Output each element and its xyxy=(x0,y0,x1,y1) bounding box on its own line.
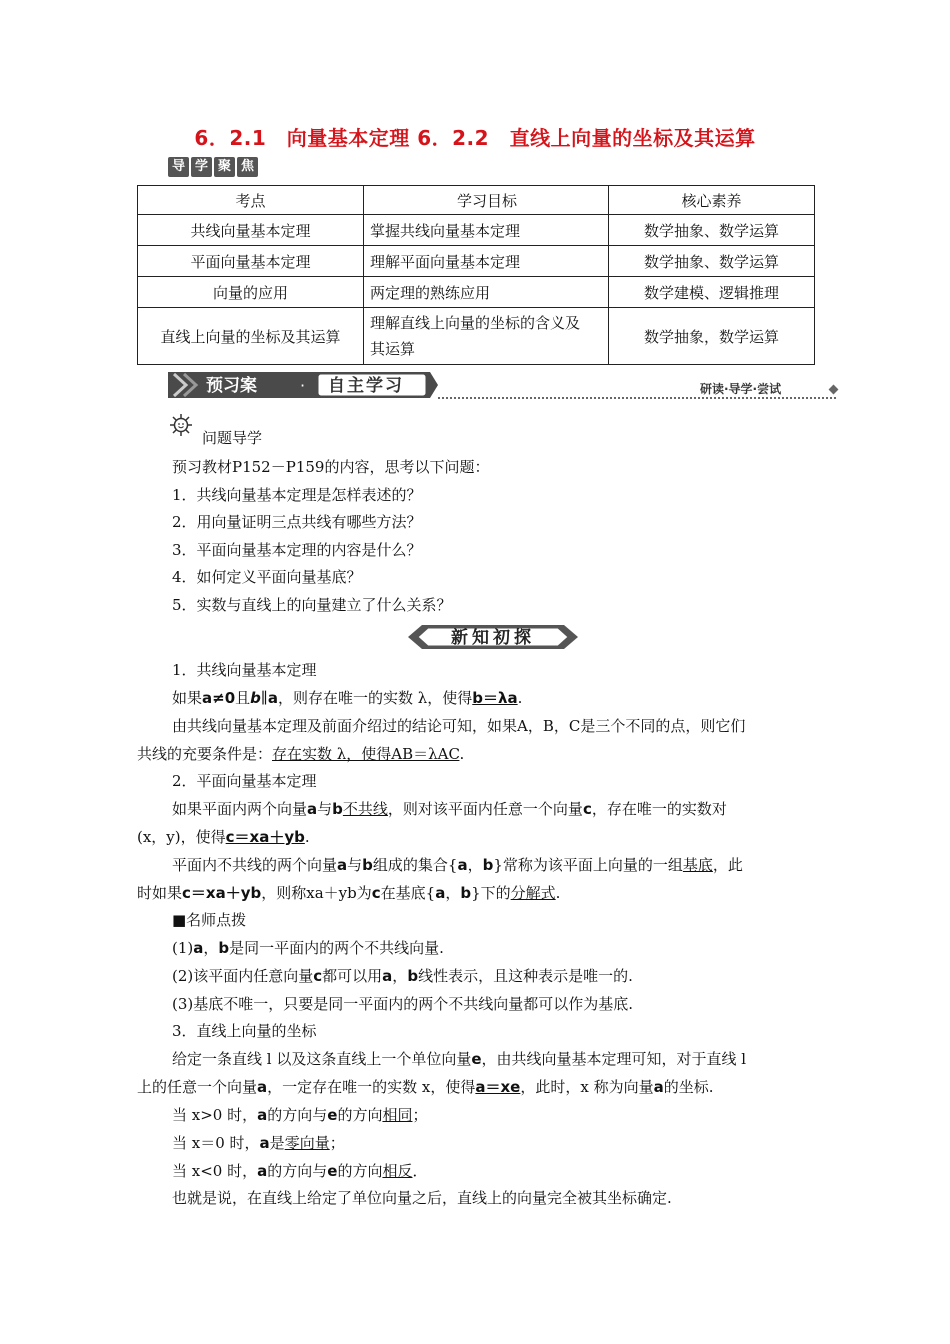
answer: 基底 xyxy=(682,856,713,874)
text: . xyxy=(304,828,310,846)
section-badge xyxy=(168,157,258,177)
text: 如果平面内两个向量 xyxy=(172,800,308,818)
vec-a: a xyxy=(653,1078,664,1096)
banner-right-text: 自主学习 xyxy=(328,376,404,396)
table-row xyxy=(138,246,815,277)
table-row xyxy=(138,277,815,308)
col-header: 学习目标 xyxy=(364,186,609,215)
tip-item xyxy=(172,937,444,958)
col-header: 核心素养 xyxy=(609,186,815,215)
s3-conclusion: 也就是说，在直线上给定了单位向量之后，直线上的向量完全被其坐标确定. xyxy=(172,1189,672,1207)
text: ； xyxy=(412,1106,428,1124)
diamond-icon xyxy=(829,385,839,395)
text: ，存在唯一的实数对 xyxy=(591,800,727,818)
vec-a: a xyxy=(457,856,468,874)
banner-sep: · xyxy=(300,376,306,395)
text: ； xyxy=(329,1134,345,1152)
table-cell: 共线向量基本定理 xyxy=(138,215,364,246)
new-knowledge-banner xyxy=(408,622,578,652)
badge-char: 学 xyxy=(191,157,212,177)
s1-theorem xyxy=(172,687,522,708)
question-item: 3．平面向量基本定理的内容是什么？ xyxy=(172,541,422,559)
text: }常称为该平面上向量的一组 xyxy=(493,856,683,874)
text: 上的任意一个向量 xyxy=(137,1078,258,1096)
text: 且 xyxy=(235,689,251,707)
vec-a: a xyxy=(257,1078,268,1096)
vec-c: c xyxy=(313,967,323,985)
vec-a: a xyxy=(257,1162,268,1180)
preview-banner xyxy=(168,370,438,400)
badge-char: 焦 xyxy=(237,157,258,177)
text: 线性表示，且这种表示是唯一的. xyxy=(418,967,633,985)
answer: 存在实数 λ，使得AB＝λAC xyxy=(272,745,460,763)
text: 当 x<0 时， xyxy=(172,1162,258,1180)
formula: xa＋yb xyxy=(306,884,357,902)
table-cell: 数学抽象，数学运算 xyxy=(609,308,815,365)
banner-left-text: 预习案 xyxy=(206,376,257,396)
text: 当 x>0 时， xyxy=(172,1106,258,1124)
text: 的坐标. xyxy=(663,1078,714,1096)
table-header-row xyxy=(138,186,815,215)
text: 在基底{ xyxy=(380,884,436,902)
text: ， xyxy=(445,884,461,902)
text: 共线的充要条件是： xyxy=(137,745,273,763)
text: 的方向与 xyxy=(267,1162,328,1180)
s3-para xyxy=(172,1048,746,1069)
text: 的方向 xyxy=(337,1106,383,1124)
smiley-sun-icon xyxy=(170,414,192,436)
text: ，此时，x 称为向量 xyxy=(520,1078,654,1096)
formula: c＝xa＋yb xyxy=(182,884,262,902)
answer: 相反 xyxy=(382,1162,413,1180)
s2-para xyxy=(137,882,560,903)
question-item: 5．实数与直线上的向量建立了什么关系？ xyxy=(172,596,452,614)
answer: 零向量 xyxy=(284,1134,330,1152)
table-cell: 两定理的熟练应用 xyxy=(364,277,609,308)
text: (x，y)，使得 xyxy=(137,828,226,846)
table-cell: 数学建模、逻辑推理 xyxy=(609,277,815,308)
banner-divider xyxy=(438,397,836,399)
vec-e: e xyxy=(327,1106,338,1124)
vec-a: a xyxy=(382,967,393,985)
table-cell: 平面向量基本定理 xyxy=(138,246,364,277)
s2-heading: 2．平面向量基本定理 xyxy=(172,772,317,790)
text: ≠0 xyxy=(212,689,236,707)
text: 与 xyxy=(347,856,363,874)
text: ，则称 xyxy=(261,884,307,902)
text: 组成的集合{ xyxy=(372,856,458,874)
text: ， xyxy=(392,967,408,985)
table-row xyxy=(138,308,815,365)
vec-e: e xyxy=(327,1162,338,1180)
formula: b＝λa xyxy=(472,689,518,707)
text: . xyxy=(459,745,465,763)
answer: 相同 xyxy=(382,1106,413,1124)
s2-para xyxy=(137,826,310,847)
text: 为 xyxy=(356,884,372,902)
vec-a: a xyxy=(435,884,446,902)
table-cell: 向量的应用 xyxy=(138,277,364,308)
vec-a: a xyxy=(267,689,278,707)
s2-para xyxy=(172,798,727,819)
vec-b: b xyxy=(332,800,343,818)
text: ，此 xyxy=(712,856,743,874)
text: ， xyxy=(467,856,483,874)
vec-b: b xyxy=(362,856,373,874)
text: . xyxy=(517,689,523,707)
vec-a: a xyxy=(202,689,213,707)
vec-a: a xyxy=(337,856,348,874)
text: (1) xyxy=(172,939,194,957)
table-cell: 数学抽象、数学运算 xyxy=(609,215,815,246)
vec-b: b xyxy=(250,689,261,707)
text: ∥ xyxy=(260,689,268,707)
text: 如果 xyxy=(172,689,203,707)
text: 都可以用 xyxy=(322,967,383,985)
text: ． xyxy=(412,1162,428,1180)
text: }下的 xyxy=(471,884,511,902)
text: 是同一平面内的两个不共线向量. xyxy=(229,939,444,957)
s1-para xyxy=(137,743,464,764)
s1-heading: 1．共线向量基本定理 xyxy=(172,661,317,679)
text: 平面内不共线的两个向量 xyxy=(172,856,338,874)
table-cell xyxy=(364,308,609,365)
s3-case xyxy=(172,1104,427,1125)
vec-b: b xyxy=(218,939,230,957)
objectives-table xyxy=(137,185,815,365)
text: 是 xyxy=(269,1134,285,1152)
badge-char: 聚 xyxy=(214,157,235,177)
text: 当 x＝0 时， xyxy=(172,1134,260,1152)
tip-item: (3)基底不唯一，只要是同一平面内的两个不共线向量都可以作为基底. xyxy=(172,995,634,1013)
formula: a＝xe xyxy=(475,1078,521,1096)
cell-line: 其运算 xyxy=(370,340,416,358)
s3-case xyxy=(172,1132,345,1153)
formula: c＝xa＋yb xyxy=(225,828,305,846)
table-row xyxy=(138,215,815,246)
guide-intro: 预习教材P152－P159的内容，思考以下问题： xyxy=(172,458,490,476)
question-item: 2．用向量证明三点共线有哪些方法？ xyxy=(172,513,422,531)
table-cell: 掌握共线向量基本定理 xyxy=(364,215,609,246)
text: ， xyxy=(203,939,219,957)
badge-char: 导 xyxy=(168,157,189,177)
s3-case xyxy=(172,1160,427,1181)
question-item: 1．共线向量基本定理是怎样表述的？ xyxy=(172,486,422,504)
tip-item xyxy=(172,965,633,986)
vec-a: a xyxy=(259,1134,270,1152)
text: (2)该平面内任意向量 xyxy=(172,967,314,985)
s3-para xyxy=(137,1076,714,1097)
s3-heading: 3．直线上向量的坐标 xyxy=(172,1022,317,1040)
text: 的方向 xyxy=(337,1162,383,1180)
text: ，则存在唯一的实数 λ，使得 xyxy=(277,689,473,707)
answer: 分解式 xyxy=(510,884,556,902)
table-cell: 理解平面向量基本定理 xyxy=(364,246,609,277)
page-title: 6．2.1 向量基本定理 6．2.2 直线上向量的坐标及其运算 xyxy=(194,126,756,150)
table-cell: 直线上向量的坐标及其运算 xyxy=(138,308,364,365)
new-knowledge-label: 新知初探 xyxy=(451,628,535,648)
text: 与 xyxy=(317,800,333,818)
vec-a: a xyxy=(257,1106,268,1124)
vec-c: c xyxy=(582,800,592,818)
vec-a: a xyxy=(307,800,318,818)
text: ，一定存在唯一的实数 x，使得 xyxy=(267,1078,476,1096)
cell-line: 理解直线上向量的坐标的含义及 xyxy=(370,314,581,332)
tips-heading: ■名师点拨 xyxy=(172,911,247,929)
guide-heading: 问题导学 xyxy=(202,429,263,447)
answer: 不共线 xyxy=(342,800,388,818)
vec-b: b xyxy=(460,884,472,902)
text: ，则对该平面内任意一个向量 xyxy=(387,800,583,818)
vec-b: b xyxy=(482,856,494,874)
text: ，由共线向量基本定理可知，对于直线 l xyxy=(481,1050,747,1068)
vec-b: b xyxy=(407,967,419,985)
text: 时如果 xyxy=(137,884,183,902)
col-header: 考点 xyxy=(138,186,364,215)
text: 给定一条直线 l 以及这条直线上一个单位向量 xyxy=(172,1050,472,1068)
vec-e: e xyxy=(471,1050,482,1068)
s2-para xyxy=(172,854,743,875)
banner-tagline: 研读·导学·尝试 xyxy=(700,382,782,396)
question-item: 4．如何定义平面向量基底？ xyxy=(172,568,362,586)
vec-a: a xyxy=(193,939,204,957)
table-cell: 数学抽象、数学运算 xyxy=(609,246,815,277)
text: . xyxy=(555,884,561,902)
text: 的方向与 xyxy=(267,1106,328,1124)
vec-c: c xyxy=(371,884,381,902)
s1-para: 由共线向量基本定理及前面介绍过的结论可知，如果A，B，C是三个不同的点，则它们 xyxy=(172,717,746,735)
